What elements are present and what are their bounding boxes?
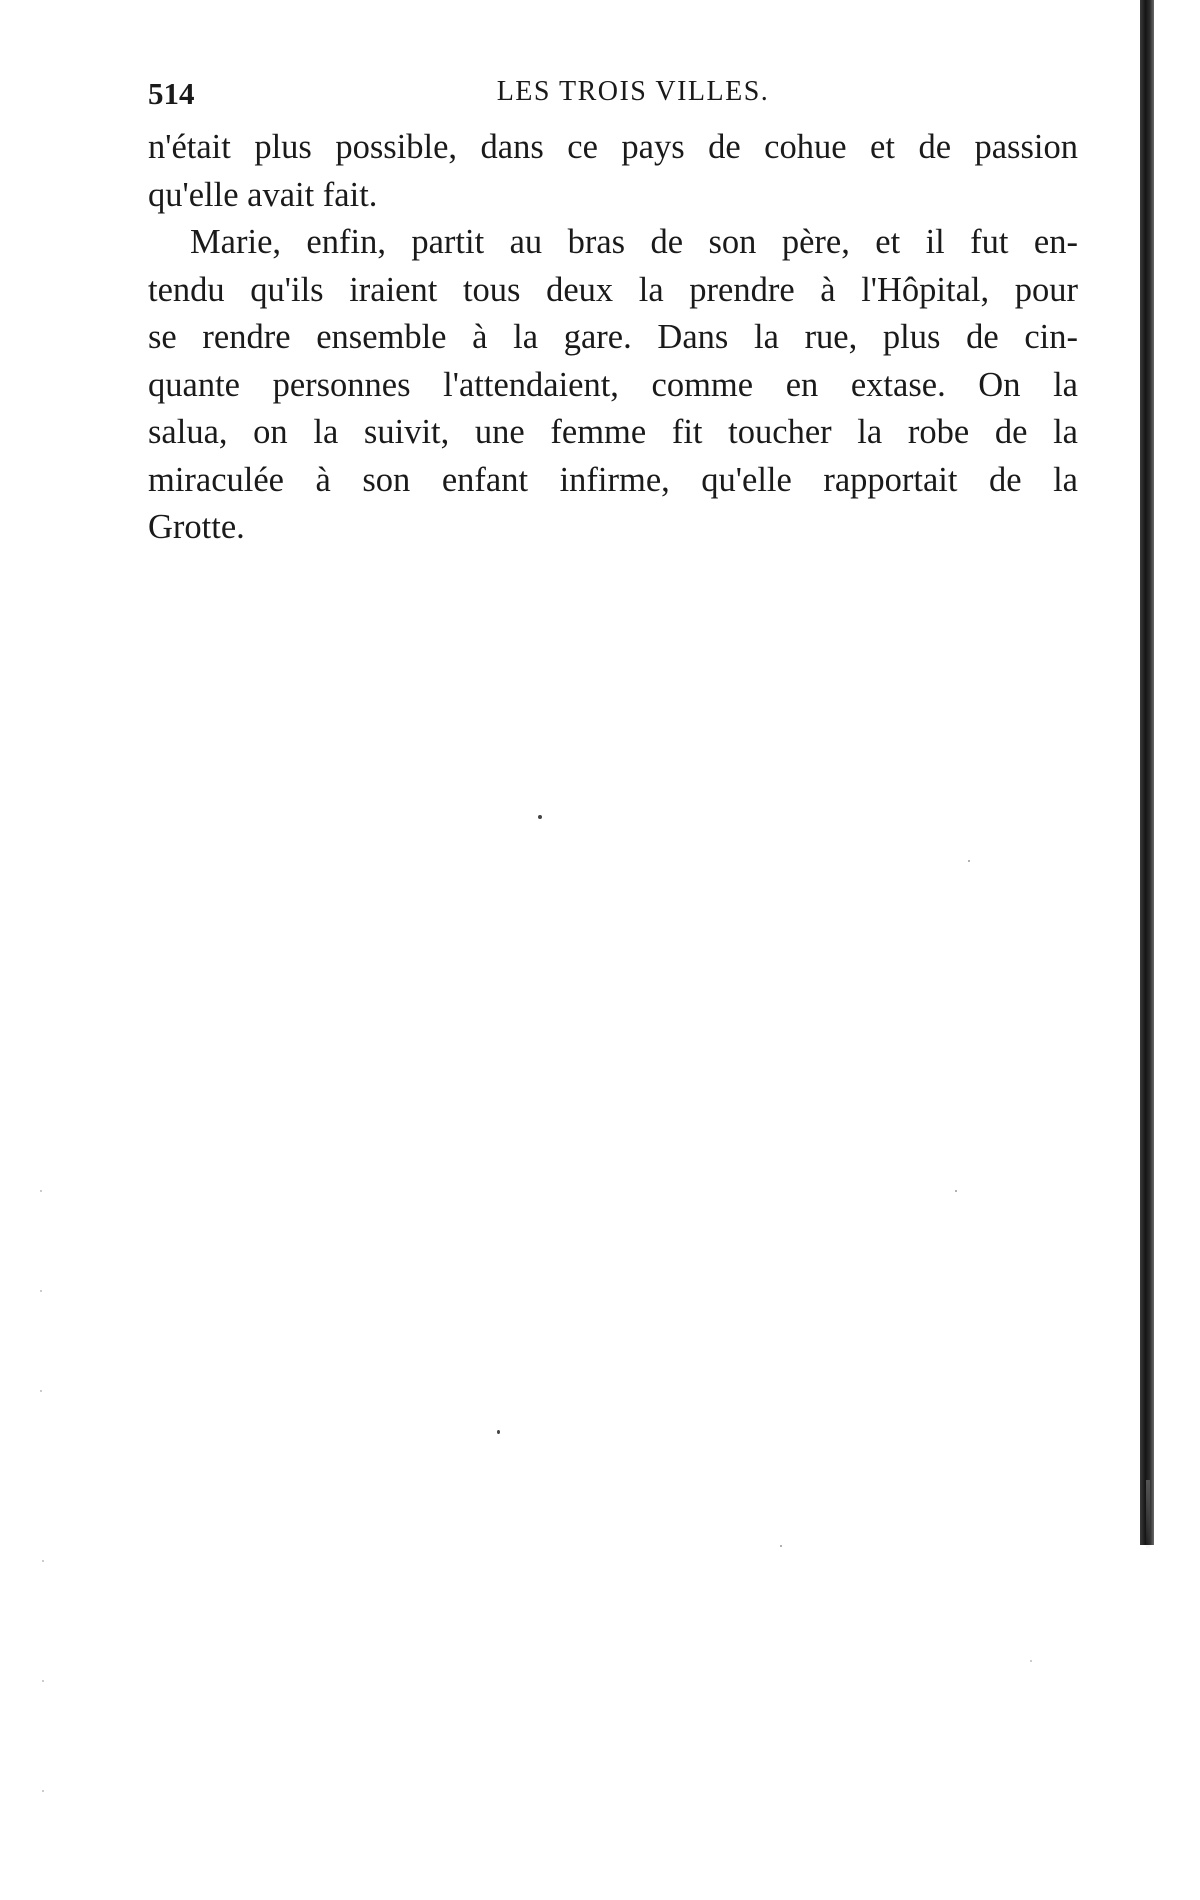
dust-speck (497, 1430, 500, 1434)
text-line: salua, on la suivit, une femme fit toucher la robe de la (148, 413, 1078, 451)
text-line: miraculée à son enfant infirme, qu'elle rapportait de la (148, 460, 1078, 499)
dust-speck (1030, 1660, 1032, 1662)
dust-speck (40, 1290, 42, 1292)
text-line: se rendre ensemble à la gare. Dans la rue, plus de cin- (148, 318, 1078, 356)
dust-speck (42, 1680, 44, 1682)
dust-speck (955, 1190, 957, 1192)
dust-speck (42, 1790, 44, 1792)
body-text (148, 124, 1078, 552)
running-header (148, 76, 1078, 116)
dust-speck (42, 1560, 44, 1562)
book-spine-fade (1146, 1480, 1150, 1550)
page-number: 514 (148, 76, 195, 111)
running-title: LES TROIS VILLES. (496, 76, 770, 107)
text-line: tendu qu'ils iraient tous deux la prendre à l'Hôpital, pour (148, 270, 1078, 309)
text-line: qu'elle avait fait. (148, 175, 378, 214)
book-spine-shadow (1140, 0, 1154, 1545)
dust-speck (40, 1190, 42, 1192)
text-line: Grotte. (148, 508, 245, 546)
dust-speck (780, 1545, 782, 1547)
dust-speck (538, 815, 542, 819)
text-line: Marie, enfin, partit au bras de son père, et il fut en- (190, 223, 1078, 261)
text-line: quante personnes l'attendaient, comme en extase. On la (148, 365, 1078, 404)
dust-speck (968, 860, 970, 862)
dust-speck (40, 1390, 42, 1392)
text-line: n'était plus possible, dans ce pays de cohue et de passion (148, 128, 1078, 166)
